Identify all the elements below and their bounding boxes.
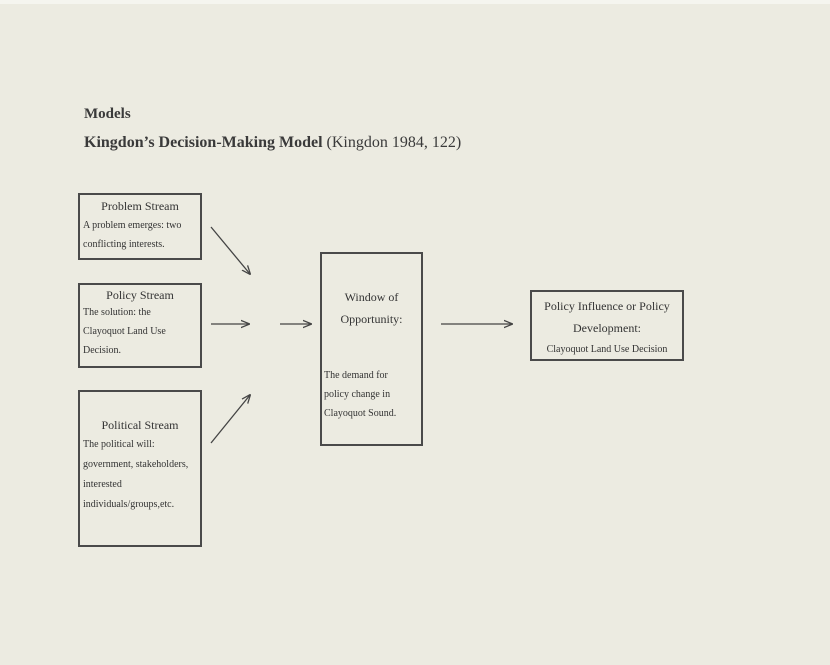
diagram-title-text: Kingdon’s Decision-Making Model (84, 134, 323, 151)
policy-stream-box (78, 283, 202, 368)
political-stream-box (78, 390, 202, 547)
outcome-title-line: Policy Influence or Policy (544, 299, 670, 313)
policy-stream-line: The solution: the (83, 307, 151, 318)
window-title-line: Opportunity: (340, 312, 403, 326)
political-stream-line: individuals/groups,etc. (83, 499, 175, 510)
political-stream-line: interested (83, 479, 122, 490)
problem-stream-line: conflicting interests. (83, 239, 165, 250)
political-stream-line: The political will: (83, 439, 155, 450)
political-stream-title: Political Stream (101, 418, 179, 432)
arrow-problem-to-window (211, 227, 250, 274)
outcome-line: Clayoquot Land Use Decision (546, 344, 668, 355)
window-line: policy change in (324, 389, 391, 400)
political-stream-line: government, stakeholders, (83, 459, 189, 470)
outcome-title-line: Development: (573, 321, 641, 335)
window-of-opportunity-box (320, 252, 423, 446)
diagram-citation: (Kingdon 1984, 122) (326, 134, 462, 151)
problem-stream-box (78, 193, 202, 260)
policy-stream-line: Clayoquot Land Use (83, 326, 166, 337)
section-heading: Models (84, 106, 131, 122)
problem-stream-title: Problem Stream (101, 199, 179, 213)
problem-stream-line: A problem emerges: two (83, 220, 182, 231)
window-title-line: Window of (344, 290, 399, 304)
policy-stream-title: Policy Stream (106, 288, 174, 302)
policy-outcome-box (530, 290, 684, 361)
window-line: The demand for (324, 370, 388, 381)
arrow-political-to-window (211, 395, 250, 443)
window-line: Clayoquot Sound. (324, 408, 397, 419)
policy-stream-line: Decision. (83, 345, 122, 356)
